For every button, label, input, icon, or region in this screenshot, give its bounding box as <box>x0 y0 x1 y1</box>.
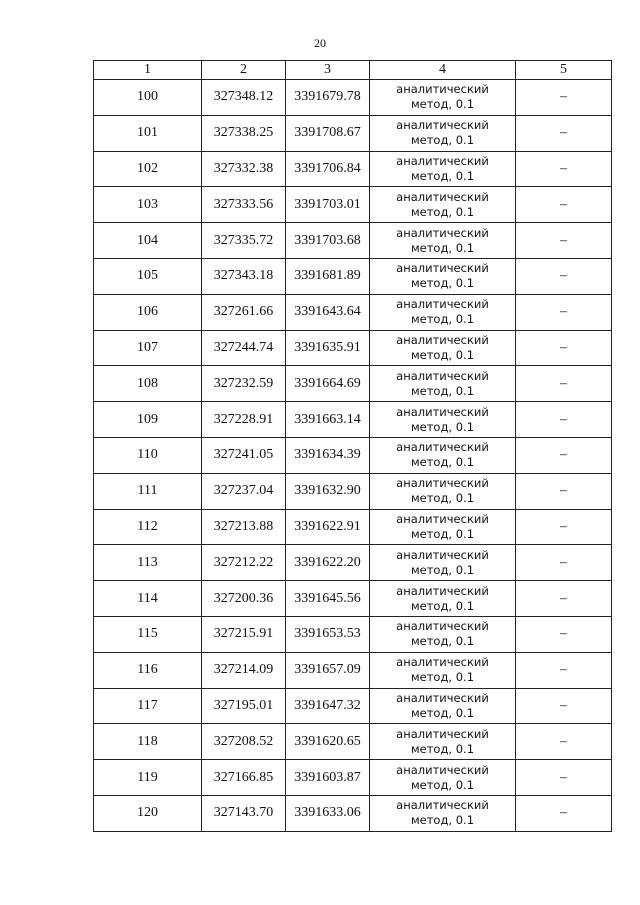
note-cell: – <box>516 151 612 187</box>
table-row <box>94 795 612 831</box>
method-line-2: метод, 0.1 <box>410 634 475 649</box>
header-row <box>94 61 612 80</box>
point-number-cell: 115 <box>94 616 202 652</box>
x-coordinate-cell: 327143.70 <box>202 795 286 831</box>
point-number-cell: 105 <box>94 258 202 294</box>
method-cell <box>370 151 516 187</box>
x-coordinate-cell: 327332.38 <box>202 151 286 187</box>
y-coordinate-cell: 3391653.53 <box>286 616 370 652</box>
note-cell: – <box>516 115 612 151</box>
y-coordinate-cell: 3391703.68 <box>286 223 370 259</box>
x-coordinate-cell: 327214.09 <box>202 652 286 688</box>
method-cell <box>370 402 516 438</box>
table-row <box>94 330 612 366</box>
point-number-cell: 100 <box>94 80 202 116</box>
header-col-1: 1 <box>94 61 202 80</box>
point-number-cell: 109 <box>94 402 202 438</box>
note-cell: – <box>516 795 612 831</box>
table-row <box>94 509 612 545</box>
x-coordinate-cell: 327335.72 <box>202 223 286 259</box>
note-cell: – <box>516 80 612 116</box>
header-col-4: 4 <box>370 61 516 80</box>
method-cell <box>370 795 516 831</box>
method-line-2: метод, 0.1 <box>410 598 475 613</box>
method-cell <box>370 187 516 223</box>
method-cell <box>370 437 516 473</box>
y-coordinate-cell: 3391622.91 <box>286 509 370 545</box>
y-coordinate-cell: 3391645.56 <box>286 581 370 617</box>
note-cell: – <box>516 509 612 545</box>
x-coordinate-cell: 327348.12 <box>202 80 286 116</box>
method-line-2: метод, 0.1 <box>410 419 475 434</box>
method-line-1: аналитический <box>396 404 489 419</box>
table-row <box>94 258 612 294</box>
method-line-1: аналитический <box>396 583 489 598</box>
table-header <box>94 61 612 80</box>
y-coordinate-cell: 3391633.06 <box>286 795 370 831</box>
method-line-1: аналитический <box>396 189 489 204</box>
method-line-1: аналитический <box>396 332 489 347</box>
table-row <box>94 581 612 617</box>
method-cell <box>370 652 516 688</box>
method-cell <box>370 258 516 294</box>
table-row <box>94 688 612 724</box>
note-cell: – <box>516 581 612 617</box>
method-line-1: аналитический <box>396 225 489 240</box>
note-cell: – <box>516 187 612 223</box>
method-cell <box>370 509 516 545</box>
point-number-cell: 107 <box>94 330 202 366</box>
table-row <box>94 223 612 259</box>
method-cell <box>370 80 516 116</box>
table-row <box>94 437 612 473</box>
x-coordinate-cell: 327261.66 <box>202 294 286 330</box>
note-cell: – <box>516 616 612 652</box>
point-number-cell: 102 <box>94 151 202 187</box>
method-cell <box>370 473 516 509</box>
x-coordinate-cell: 327241.05 <box>202 437 286 473</box>
method-line-2: метод, 0.1 <box>410 777 475 792</box>
y-coordinate-cell: 3391632.90 <box>286 473 370 509</box>
table-row <box>94 616 612 652</box>
method-line-1: аналитический <box>396 726 489 741</box>
x-coordinate-cell: 327195.01 <box>202 688 286 724</box>
point-number-cell: 120 <box>94 795 202 831</box>
method-line-2: метод, 0.1 <box>410 204 475 219</box>
y-coordinate-cell: 3391635.91 <box>286 330 370 366</box>
table-row <box>94 294 612 330</box>
x-coordinate-cell: 327208.52 <box>202 724 286 760</box>
page-number: 20 <box>314 36 326 50</box>
x-coordinate-cell: 327343.18 <box>202 258 286 294</box>
table-row <box>94 652 612 688</box>
point-number-cell: 111 <box>94 473 202 509</box>
method-line-1: аналитический <box>396 511 489 526</box>
note-cell: – <box>516 258 612 294</box>
header-col-5: 5 <box>516 61 612 80</box>
point-number-cell: 101 <box>94 115 202 151</box>
method-line-1: аналитический <box>396 762 489 777</box>
method-line-2: метод, 0.1 <box>410 240 475 255</box>
method-line-2: метод, 0.1 <box>410 670 475 685</box>
y-coordinate-cell: 3391679.78 <box>286 80 370 116</box>
table-row <box>94 724 612 760</box>
method-line-1: аналитический <box>396 153 489 168</box>
y-coordinate-cell: 3391706.84 <box>286 151 370 187</box>
point-number-cell: 113 <box>94 545 202 581</box>
y-coordinate-cell: 3391634.39 <box>286 437 370 473</box>
point-number-cell: 119 <box>94 760 202 796</box>
table-row <box>94 151 612 187</box>
method-line-1: аналитический <box>396 261 489 276</box>
note-cell: – <box>516 330 612 366</box>
table-row <box>94 366 612 402</box>
point-number-cell: 117 <box>94 688 202 724</box>
table-row <box>94 760 612 796</box>
x-coordinate-cell: 327333.56 <box>202 187 286 223</box>
method-cell <box>370 330 516 366</box>
note-cell: – <box>516 294 612 330</box>
y-coordinate-cell: 3391664.69 <box>286 366 370 402</box>
method-cell <box>370 581 516 617</box>
method-line-1: аналитический <box>396 619 489 634</box>
method-line-2: метод, 0.1 <box>410 813 475 828</box>
method-line-2: метод, 0.1 <box>410 562 475 577</box>
method-line-2: метод, 0.1 <box>410 705 475 720</box>
method-cell <box>370 724 516 760</box>
note-cell: – <box>516 545 612 581</box>
method-line-1: аналитический <box>396 547 489 562</box>
note-cell: – <box>516 473 612 509</box>
table-row <box>94 115 612 151</box>
point-number-cell: 103 <box>94 187 202 223</box>
method-line-2: метод, 0.1 <box>410 133 475 148</box>
method-line-2: метод, 0.1 <box>410 312 475 327</box>
x-coordinate-cell: 327338.25 <box>202 115 286 151</box>
x-coordinate-cell: 327215.91 <box>202 616 286 652</box>
table-row <box>94 473 612 509</box>
method-line-1: аналитический <box>396 476 489 491</box>
method-line-1: аналитический <box>396 297 489 312</box>
note-cell: – <box>516 760 612 796</box>
method-cell <box>370 294 516 330</box>
x-coordinate-cell: 327228.91 <box>202 402 286 438</box>
note-cell: – <box>516 724 612 760</box>
x-coordinate-cell: 327166.85 <box>202 760 286 796</box>
point-number-cell: 106 <box>94 294 202 330</box>
method-line-2: метод, 0.1 <box>410 347 475 362</box>
note-cell: – <box>516 688 612 724</box>
method-line-1: аналитический <box>396 690 489 705</box>
x-coordinate-cell: 327237.04 <box>202 473 286 509</box>
header-col-2: 2 <box>202 61 286 80</box>
x-coordinate-cell: 327213.88 <box>202 509 286 545</box>
point-number-cell: 112 <box>94 509 202 545</box>
x-coordinate-cell: 327212.22 <box>202 545 286 581</box>
method-cell <box>370 223 516 259</box>
y-coordinate-cell: 3391603.87 <box>286 760 370 796</box>
note-cell: – <box>516 223 612 259</box>
y-coordinate-cell: 3391708.67 <box>286 115 370 151</box>
table-row <box>94 545 612 581</box>
point-number-cell: 108 <box>94 366 202 402</box>
method-line-2: метод, 0.1 <box>410 455 475 470</box>
table-row <box>94 187 612 223</box>
method-line-2: метод, 0.1 <box>410 97 475 112</box>
method-cell <box>370 115 516 151</box>
table-row <box>94 402 612 438</box>
y-coordinate-cell: 3391622.20 <box>286 545 370 581</box>
method-cell <box>370 688 516 724</box>
method-line-1: аналитический <box>396 655 489 670</box>
method-line-2: метод, 0.1 <box>410 276 475 291</box>
note-cell: – <box>516 652 612 688</box>
point-number-cell: 114 <box>94 581 202 617</box>
y-coordinate-cell: 3391647.32 <box>286 688 370 724</box>
x-coordinate-cell: 327232.59 <box>202 366 286 402</box>
method-line-1: аналитический <box>396 440 489 455</box>
method-line-1: аналитический <box>396 798 489 813</box>
table-body <box>94 80 612 832</box>
y-coordinate-cell: 3391657.09 <box>286 652 370 688</box>
x-coordinate-cell: 327244.74 <box>202 330 286 366</box>
point-number-cell: 116 <box>94 652 202 688</box>
method-line-2: метод, 0.1 <box>410 526 475 541</box>
header-col-3: 3 <box>286 61 370 80</box>
point-number-cell: 118 <box>94 724 202 760</box>
method-line-2: метод, 0.1 <box>410 168 475 183</box>
method-cell <box>370 616 516 652</box>
method-cell <box>370 545 516 581</box>
note-cell: – <box>516 437 612 473</box>
method-line-1: аналитический <box>396 118 489 133</box>
note-cell: – <box>516 402 612 438</box>
y-coordinate-cell: 3391620.65 <box>286 724 370 760</box>
method-cell <box>370 366 516 402</box>
method-line-2: метод, 0.1 <box>410 383 475 398</box>
method-line-1: аналитический <box>396 368 489 383</box>
point-number-cell: 104 <box>94 223 202 259</box>
y-coordinate-cell: 3391663.14 <box>286 402 370 438</box>
method-line-1: аналитический <box>396 82 489 97</box>
table-row <box>94 80 612 116</box>
y-coordinate-cell: 3391681.89 <box>286 258 370 294</box>
coordinates-table <box>93 60 612 832</box>
x-coordinate-cell: 327200.36 <box>202 581 286 617</box>
y-coordinate-cell: 3391643.64 <box>286 294 370 330</box>
point-number-cell: 110 <box>94 437 202 473</box>
method-line-2: метод, 0.1 <box>410 491 475 506</box>
method-line-2: метод, 0.1 <box>410 741 475 756</box>
method-cell <box>370 760 516 796</box>
y-coordinate-cell: 3391703.01 <box>286 187 370 223</box>
note-cell: – <box>516 366 612 402</box>
